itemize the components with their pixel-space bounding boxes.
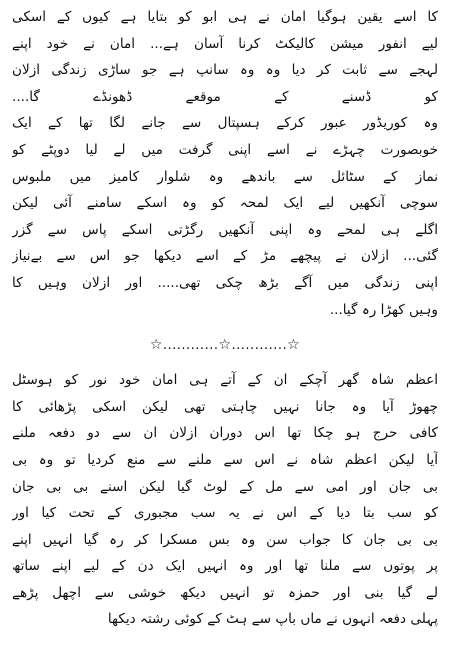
text-line: کو ڈسنے کے موقعے ڈھونڈے گا.... (12, 88, 438, 105)
text-line: وہ کوریڈور عبور کرکے ہسپتال سے جانے لگا تھا کے ایک (12, 115, 438, 132)
text-line: بی بی جان کا جواب سن وہ بس مسکرا کر رہ گیا انہیں اپنے (12, 531, 438, 548)
text-line: آیا لیکن اعظم شاہ نے اس سے ملنے سے منع کردیا تو وہ بی (12, 451, 438, 468)
text-line: سوچی آنکھیں لیے ایک لمحہ کو وہ اسکے سامنے آئی لیکن (12, 195, 438, 212)
text-line: پر پوتوں سے ملنا تھا اور وہ انہیں ایک دن کے لیے اپنے ساتھ (12, 558, 438, 575)
text-line: خوبصورت چہڑے نے اسے اپنی گرفت میں لے لیا دوپٹے کو (12, 141, 438, 158)
paragraph-2 (12, 367, 438, 633)
text-line: نماز کے سٹائل سے باندھے وہ شلوار کامیز میں ملبوس (12, 168, 438, 185)
text-line: کا اسے یقین ہوگیا امان نے ہی ابو کو بتایا ہے کیوں کے اسکی (12, 9, 438, 25)
text-line: لے گیا بنی اور حمزہ تو انہیں دیکھ خوشی سے اچھل پڑھے (12, 584, 438, 601)
divider-dots: ............ (231, 338, 288, 354)
text-line: بی جان اور امی سے مل کے لوٹ گیا لیکن اسنے بی بی جان (12, 478, 438, 495)
text-line: کافی حرج ہو چکا تھا اس دوران ازلان ان سے دو دفعہ ملنے (12, 425, 438, 442)
text-line: کو سب بتا دیا کے اس نے یہ سب مجبوری کے تحت کیا اور (12, 505, 438, 522)
text-line: اگلے ہی لمحے وہ اپنی آنکھیں رگڑتی اسکے پاس سے گزر (12, 221, 438, 238)
text-line: اپنی زندگی میں آگے بڑھ چکی تھی..... اور ازلان وہیں کا (12, 274, 438, 291)
text-line: اعظم شاہ گھر آچکے ان کے آتے ہی امان خود نور کو ہوسٹل (12, 372, 438, 389)
text-line: لیے انفور میشن کالیکٹ کرنا آسان ہے... امان نے خود اپنے (12, 35, 438, 52)
star-icon: ☆ (287, 337, 301, 354)
star-icon: ☆ (149, 337, 163, 354)
text-line: وہیں کھڑا رہ گیا... (329, 301, 438, 318)
star-icon: ☆ (218, 337, 232, 354)
paragraph-1 (12, 4, 438, 323)
section-divider (12, 323, 438, 367)
text-line: گئی... ازلان نے پیچھے مڑ کے اسے دیکھا جو اس سے بےنیاز (12, 248, 438, 265)
text-line: پہلی دفعہ انہوں نے ماں باپ سے ہٹ کے کوئی رشتہ دیکھا (107, 611, 438, 628)
divider-dots: ............ (162, 338, 219, 354)
text-line: لہجے سے ثابت کر دیا وہ وہ سانپ ہے جو ساڑی زندگی ازلان (12, 62, 438, 79)
text-line: چھوڑ آیا وہ جانا نہیں چاہتی تھی لیکن اسکی پڑھائی کا (12, 398, 438, 415)
